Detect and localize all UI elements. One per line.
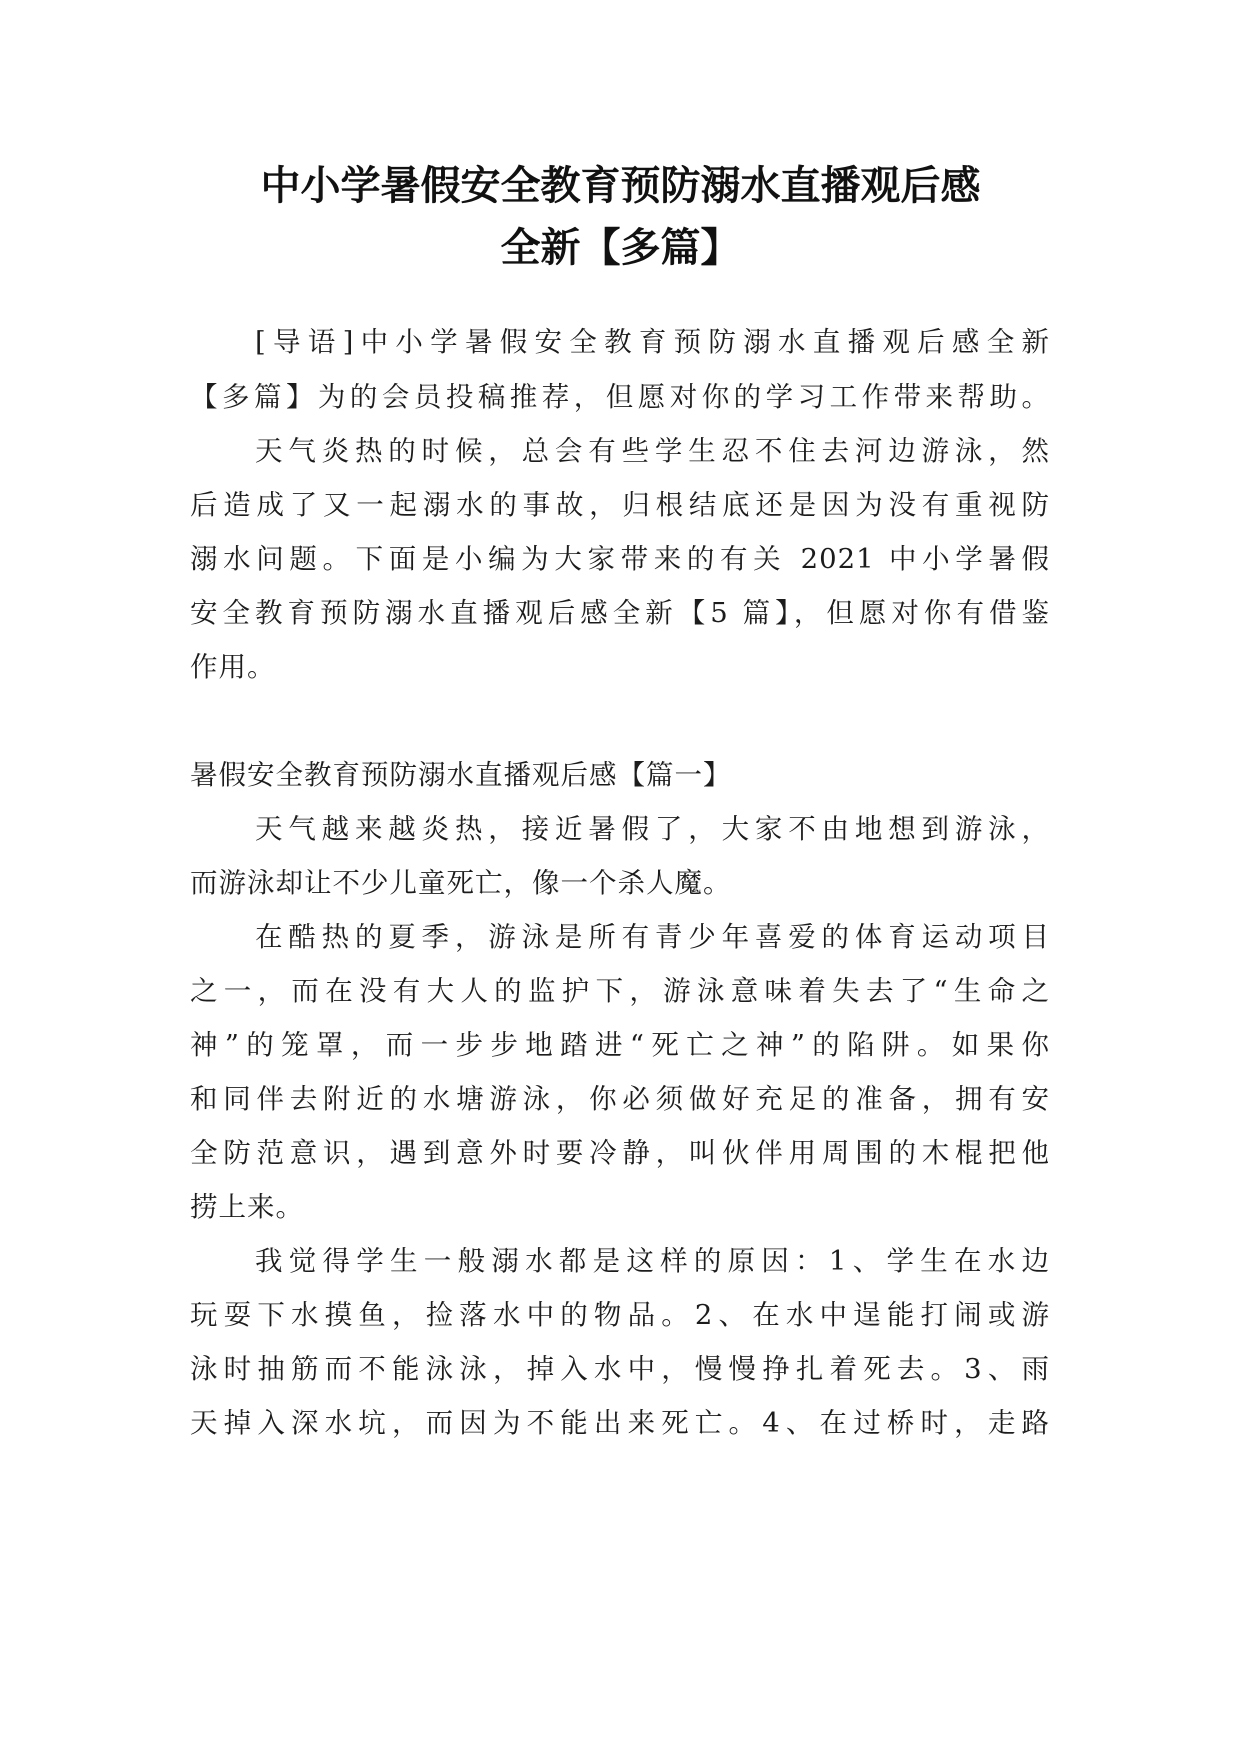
paragraph-line: 泳时抽筋而不能泳泳，掉入水中，慢慢挣扎着死去。3、雨 xyxy=(190,1353,1050,1385)
paragraph-line: 在酷热的夏季，游泳是所有青少年喜爱的体育运动项目 xyxy=(255,921,1050,953)
paragraph-line: 作用。 xyxy=(190,651,276,683)
paragraph-line: 神”的笼罩，而一步步地踏进“死亡之神”的陷阱。如果你 xyxy=(190,1029,1050,1061)
paragraph-line: 捞上来。 xyxy=(190,1191,304,1223)
paragraph-line: 天气炎热的时候，总会有些学生忍不住去河边游泳，然 xyxy=(255,435,1050,467)
document-title-line-1: 中小学暑假安全教育预防溺水直播观后感 xyxy=(260,163,981,209)
paragraph-line: 天气越来越炎热，接近暑假了，大家不由地想到游泳， xyxy=(255,813,1050,845)
paragraph-line: 后造成了又一起溺水的事故，归根结底还是因为没有重视防 xyxy=(190,489,1050,521)
paragraph-line: 和同伴去附近的水塘游泳，你必须做好充足的准备，拥有安 xyxy=(190,1083,1050,1115)
intro-line: 【多篇】为的会员投稿推荐，但愿对你的学习工作带来帮助。 xyxy=(190,381,1050,413)
paragraph-line: 溺水问题。下面是小编为大家带来的有关 2021 中小学暑假 xyxy=(190,543,1050,575)
paragraph-line: 玩耍下水摸鱼，捡落水中的物品。2、在水中逞能打闹或游 xyxy=(190,1299,1050,1331)
paragraph-line: 全防范意识，遇到意外时要冷静，叫伙伴用周围的木棍把他 xyxy=(190,1137,1050,1169)
paragraph-line: 安全教育预防溺水直播观后感全新【5 篇】，但愿对你有借鉴 xyxy=(190,597,1050,629)
paragraph-line: 而游泳却让不少儿童死亡，像一个杀人魔。 xyxy=(190,867,732,899)
paragraph-line: 我觉得学生一般溺水都是这样的原因：1、学生在水边 xyxy=(255,1245,1050,1277)
document-title-line-2: 全新【多篇】 xyxy=(500,225,741,271)
paragraph-line: 之一，而在没有大人的监护下，游泳意味着失去了“生命之 xyxy=(190,975,1050,1007)
intro-line: [导语]中小学暑假安全教育预防溺水直播观后感全新 xyxy=(255,326,1050,358)
section-heading: 暑假安全教育预防溺水直播观后感【篇一】 xyxy=(190,759,732,791)
paragraph-line: 天掉入深水坑，而因为不能出来死亡。4、在过桥时，走路 xyxy=(190,1407,1050,1439)
